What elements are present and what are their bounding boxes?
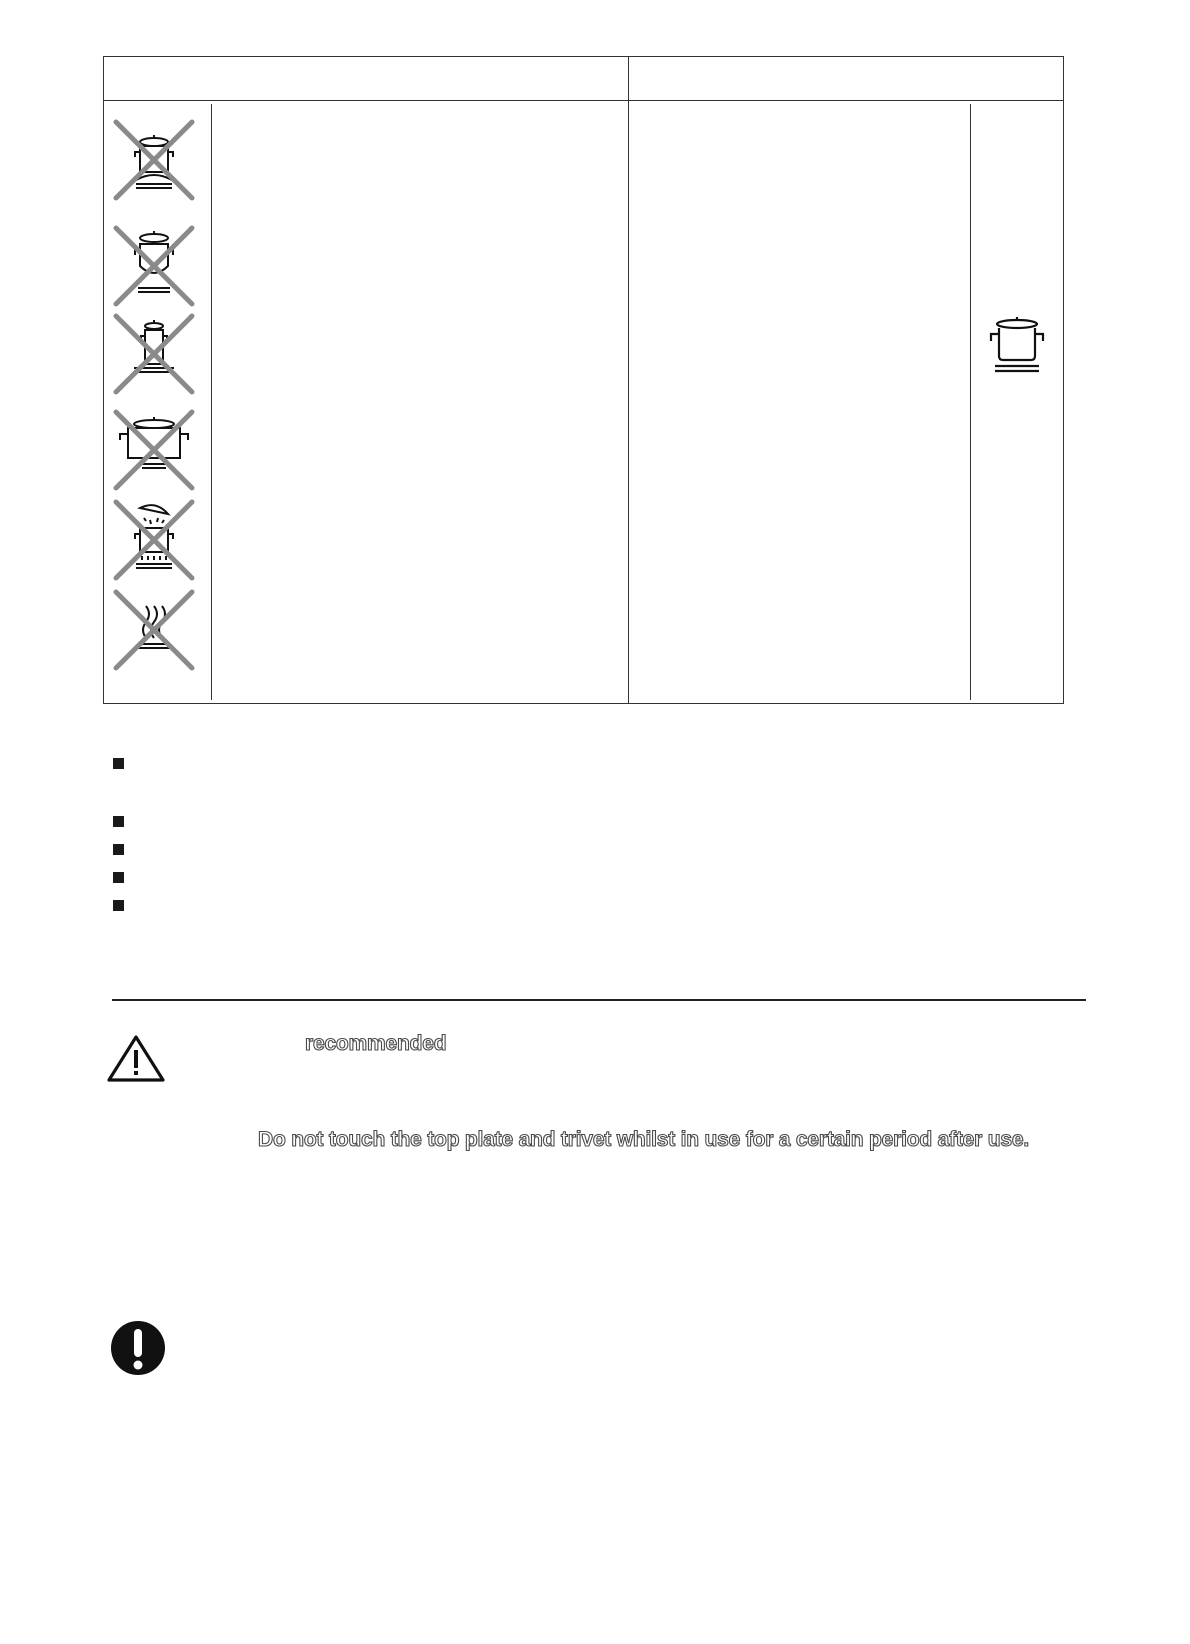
unsuitable-icon-divider <box>211 104 212 700</box>
flat-bottom-pot-icon <box>986 316 1048 382</box>
empty-heating-crossed-icon <box>112 588 196 672</box>
bullet-marker <box>113 900 124 911</box>
suitable-icon-divider <box>970 104 971 700</box>
warning-triangle-icon <box>106 1034 166 1084</box>
table-left-border <box>103 56 104 704</box>
oversized-pot-crossed-icon <box>112 408 196 492</box>
boiling-over-pot-crossed-icon <box>112 498 196 582</box>
exclamation-circle-icon <box>110 1320 166 1376</box>
recommended-label: recommended <box>305 1032 447 1055</box>
table-right-border <box>1063 56 1064 704</box>
section-divider <box>112 999 1086 1001</box>
table-column-divider <box>628 56 629 704</box>
bullet-marker <box>113 758 124 769</box>
warning-text: Do not touch the top plate and trivet whilst in use for a certain period after use. <box>258 1128 1029 1151</box>
cookware-table <box>103 56 1064 704</box>
bullet-marker <box>113 844 124 855</box>
rounded-bottom-pot-crossed-icon <box>112 224 196 308</box>
table-top-border <box>103 56 1064 57</box>
table-bottom-border <box>103 703 1064 704</box>
raised-bottom-pot-crossed-icon <box>112 118 196 202</box>
bullet-marker <box>113 816 124 827</box>
bullet-marker <box>113 872 124 883</box>
small-pot-crossed-icon <box>112 312 196 396</box>
table-header-border <box>103 100 1064 101</box>
